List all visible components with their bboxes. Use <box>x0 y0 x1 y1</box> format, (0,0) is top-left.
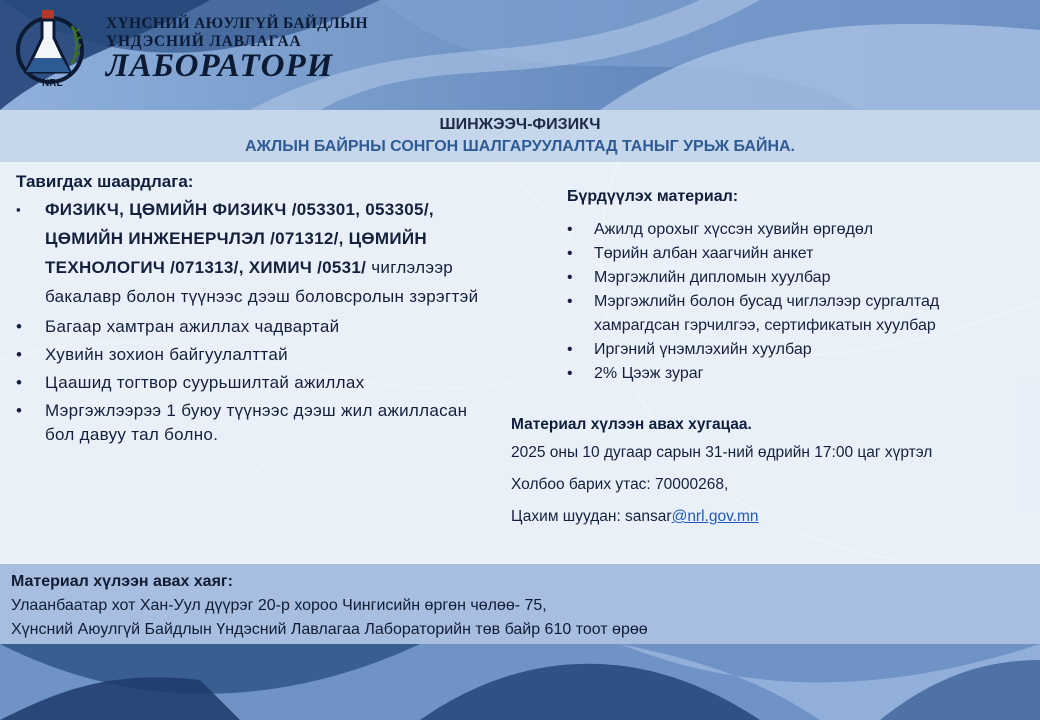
list-item <box>567 362 1027 386</box>
list-item <box>16 399 496 447</box>
email-label: Цахим шуудан: sansar <box>511 508 672 525</box>
material-text: Иргэний үнэмлэхийн хуулбар <box>594 341 812 358</box>
materials-list <box>567 218 1027 386</box>
bullet-icon: • <box>16 401 23 420</box>
address-line-1: Улаанбаатар хот Хан-Уул дүүрэг 20-р хороо Чингисийн өргөн чөлөө- 75, <box>11 597 547 614</box>
list-item <box>16 195 496 311</box>
requirements-list <box>16 195 496 447</box>
contact-phone: Холбоо барих утас: 70000268, <box>511 476 729 493</box>
requirement-text: Мэргэжлээрээ 1 буюу түүнээс дээш жил ажилласан бол давуу тал болно. <box>45 401 468 444</box>
specialty-codes: ФИЗИКЧ, ЦӨМИЙН ФИЗИКЧ /053301, 053305/, ЦӨМИЙН ИНЖЕНЕРЧЛЭЛ /071312/, ЦӨМИЙН ТЕХНОЛОГИЧ /071313/, ХИМИЧ /0531/ <box>45 200 434 277</box>
logo-line-2: ҮНДЭСНИЙ ЛАВЛАГАА <box>106 33 302 50</box>
material-text: Мэргэжлийн дипломын хуулбар <box>594 269 831 286</box>
title-band <box>0 110 1040 162</box>
material-text: Мэргэжлийн болон бусад чиглэлээр сургалтад хамрагдсан гэрчилгээ, сертификатын хуулбар <box>594 293 940 334</box>
list-item <box>16 371 496 395</box>
bullet-icon: • <box>567 293 573 310</box>
material-text: 2% Цээж зураг <box>594 365 704 382</box>
degree-requirement: чиглэлээр бакалавр болон түүнээс дээш боловсролын зэрэгтэй <box>45 258 479 306</box>
logo-line-3: ЛАБОРАТОРИ <box>106 48 334 84</box>
requirement-text: Багаар хамтран ажиллах чадвартай <box>45 317 340 336</box>
deadline-contact-section <box>511 416 1031 540</box>
requirement-text: Цаашид тогтвор суурьшилтай ажиллах <box>45 373 365 392</box>
contact-email <box>511 508 1031 526</box>
material-text: Ажилд орохыг хүссэн хувийн өргөдөл <box>594 221 874 238</box>
position-title: ШИНЖЭЭЧ-ФИЗИКЧ <box>439 116 601 133</box>
organization-logo <box>12 6 368 96</box>
bullet-icon: • <box>16 345 23 364</box>
email-link[interactable]: @nrl.gov.mn <box>671 508 759 525</box>
bullet-icon: • <box>567 365 573 382</box>
address-heading: Материал хүлээн авах хаяг: <box>11 573 233 590</box>
list-item <box>16 343 496 367</box>
deadline-heading: Материал хүлээн авах хугацаа. <box>511 416 752 433</box>
logo-badge: NRL <box>42 78 63 89</box>
list-item <box>567 218 1027 242</box>
bullet-icon: • <box>16 317 23 336</box>
materials-section <box>567 188 1027 386</box>
address-band <box>0 564 1040 644</box>
material-text: Төрийн албан хаагчийн анкет <box>594 245 814 262</box>
bullet-icon: • <box>567 245 573 262</box>
lab-flask-icon <box>12 6 96 90</box>
bullet-icon: • <box>567 221 573 238</box>
requirement-text: Хувийн зохион байгуулалттай <box>45 345 288 364</box>
list-item <box>567 338 1027 362</box>
list-item <box>567 290 1027 338</box>
list-item <box>567 242 1027 266</box>
bullet-icon: • <box>567 269 573 286</box>
materials-heading: Бүрдүүлэх материал: <box>567 188 739 205</box>
address-line-2: Хүнсний Аюулгүй Байдлын Үндэсний Лавлагаа Лабораторийн төв байр 610 тоот өрөө <box>11 621 648 638</box>
logo-line-1: ХҮНСНИЙ АЮУЛГҮЙ БАЙДЛЫН <box>106 15 368 32</box>
bullet-square-icon: ▪ <box>16 202 21 217</box>
requirements-section <box>16 172 496 447</box>
requirements-heading: Тавигдах шаардлага: <box>16 172 194 191</box>
bullet-icon: • <box>16 373 23 392</box>
bullet-icon: • <box>567 341 573 358</box>
list-item <box>567 266 1027 290</box>
invitation-subtitle: АЖЛЫН БАЙРНЫ СОНГОН ШАЛГАРУУЛАЛТАД ТАНЫГ УРЬЖ БАЙНА. <box>244 138 795 155</box>
list-item <box>16 315 496 339</box>
deadline-date: 2025 оны 10 дугаар сарын 31-ний өдрийн 17:00 цаг хүртэл <box>511 444 933 461</box>
